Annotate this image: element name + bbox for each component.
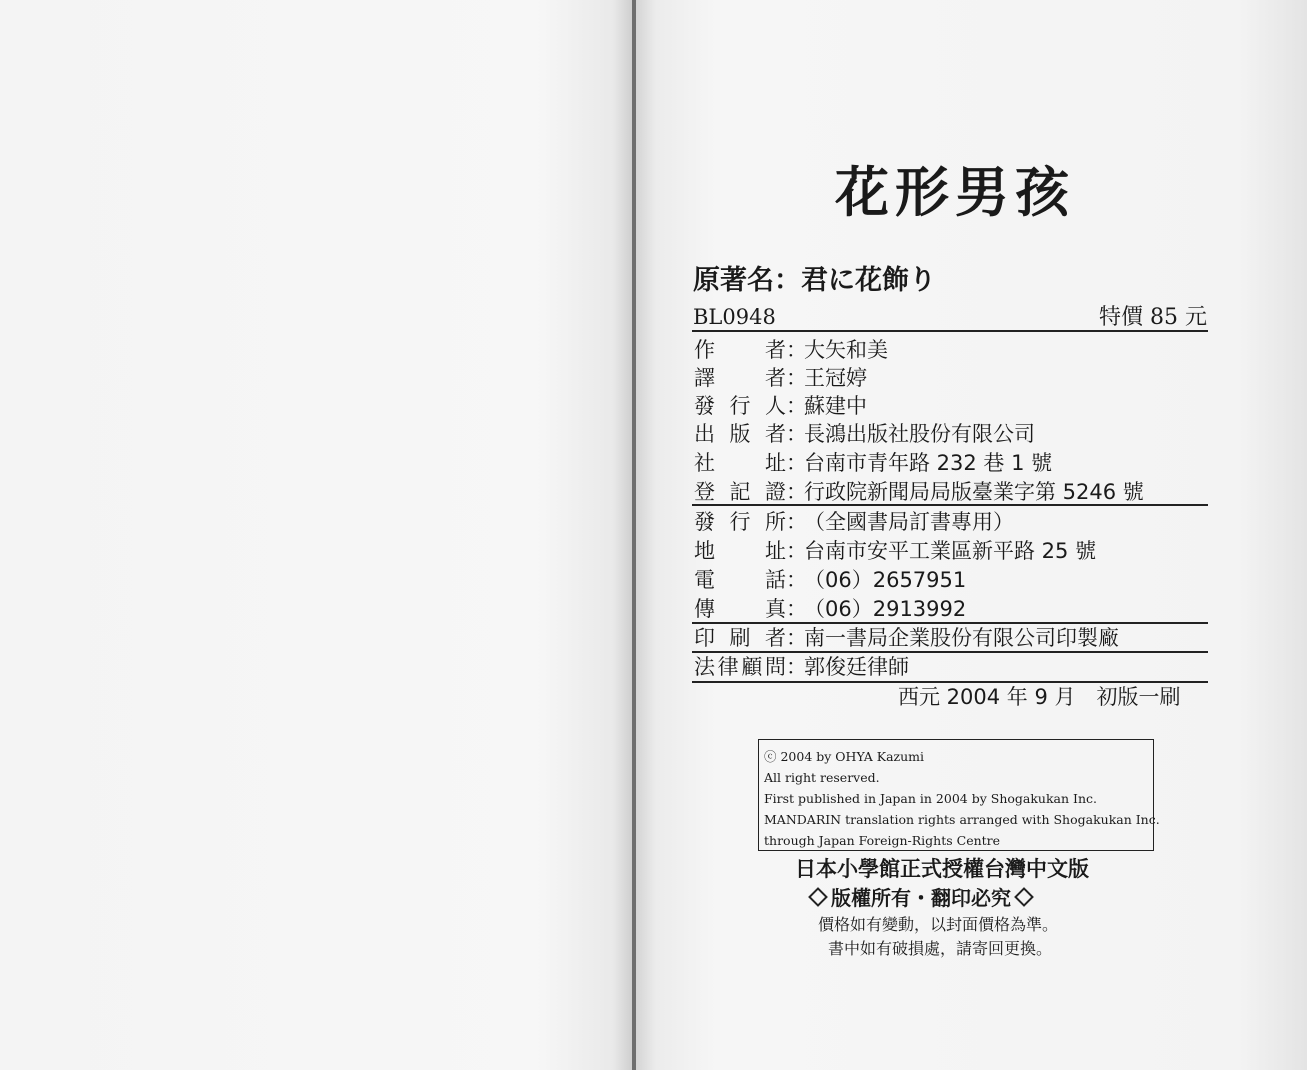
credit-colon: ：	[786, 451, 807, 475]
divider	[692, 504, 1208, 506]
credit-row	[694, 653, 909, 681]
credit-row	[694, 449, 1052, 477]
credit-value: （06）2913992	[804, 597, 967, 621]
credit-label: 登記證	[694, 480, 786, 504]
credit-row	[694, 508, 1014, 536]
authorization-line: 日本小學館正式授權台灣中文版	[795, 857, 1089, 881]
credit-row	[694, 364, 867, 392]
book-code: BL0948	[693, 305, 776, 329]
credit-label: 傳真	[694, 597, 786, 621]
credit-value: 大矢和美	[804, 338, 888, 362]
credit-colon: ：	[786, 626, 807, 650]
diamond-icon	[1014, 887, 1034, 907]
credit-colon: ：	[786, 480, 807, 504]
credit-colon: ：	[786, 568, 807, 592]
credit-value: 台南市青年路 232 巷 1 號	[804, 451, 1053, 475]
credit-value: 蘇建中	[804, 394, 867, 418]
credit-value: 行政院新聞局局版臺業字第 5246 號	[804, 480, 1144, 504]
credit-row	[694, 336, 888, 364]
damage-notice: 書中如有破損處，請寄回更換。	[828, 939, 1053, 958]
credit-row	[694, 595, 966, 623]
diamond-icon	[808, 887, 828, 907]
price-amount: 85	[1149, 305, 1178, 330]
divider	[692, 651, 1208, 653]
credit-value: （06）2657951	[804, 568, 967, 592]
book-title: 花形男孩	[835, 161, 1075, 224]
credit-value: （全國書局訂書專用）	[804, 510, 1014, 534]
original-title: 原著名：君に花飾り	[693, 265, 936, 296]
credit-label: 印刷者	[694, 626, 786, 650]
credit-label: 社址	[694, 451, 786, 475]
credit-value: 王冠婷	[804, 366, 867, 390]
divider	[692, 622, 1208, 624]
credit-label: 電話	[694, 568, 786, 592]
credit-label: 譯者	[694, 366, 786, 390]
credit-colon: ：	[786, 655, 807, 679]
credit-value: 郭俊廷律師	[804, 655, 909, 679]
left-blank-page	[0, 0, 632, 1070]
credit-label: 出版者	[694, 422, 786, 446]
credit-colon: ：	[786, 394, 807, 418]
divider	[692, 330, 1208, 332]
credit-row	[694, 537, 1096, 565]
credit-value: 南一書局企業股份有限公司印製廠	[804, 626, 1119, 650]
copyright-line: First published in Japan in 2004 by Shogakukan Inc.	[764, 791, 1097, 806]
copyright-line: through Japan Foreign-Rights Centre	[764, 833, 1001, 848]
copyright-box	[758, 739, 1160, 851]
credit-label: 地址	[694, 539, 786, 563]
credit-colon: ：	[786, 422, 807, 446]
copyright-line: ⓒ 2004 by OHYA Kazumi	[764, 749, 925, 764]
credit-value: 台南市安平工業區新平路 25 號	[804, 539, 1097, 563]
credit-colon: ：	[786, 338, 807, 362]
copyright-line: MANDARIN translation rights arranged with Shogakukan Inc.	[764, 812, 1160, 827]
rights-reserved	[805, 882, 1037, 911]
credit-row	[694, 566, 966, 594]
price-label	[1099, 300, 1207, 331]
credit-label: 作者	[694, 338, 786, 362]
credit-label: 法律顧問	[694, 655, 786, 679]
price-prefix: 特價	[1098, 305, 1143, 330]
credit-colon: ：	[786, 510, 807, 534]
edition-date: 西元 2004 年 9 月 初版一刷	[898, 685, 1181, 709]
credit-row	[694, 624, 1119, 652]
credit-row	[694, 478, 1144, 506]
credit-row	[694, 392, 867, 420]
credit-colon: ：	[786, 366, 807, 390]
copyright-line: All right reserved.	[764, 770, 880, 785]
rights-text: 版權所有・翻印必究	[831, 886, 1011, 910]
credit-colon: ：	[786, 597, 807, 621]
credit-colon: ：	[786, 539, 807, 563]
credit-label: 發行人	[694, 394, 786, 418]
credit-value: 長鴻出版社股份有限公司	[804, 422, 1035, 446]
price-unit: 元	[1184, 305, 1207, 330]
credit-label: 發行所	[694, 510, 786, 534]
price-notice: 價格如有變動，以封面價格為準。	[818, 915, 1059, 934]
credit-row	[694, 420, 1035, 448]
